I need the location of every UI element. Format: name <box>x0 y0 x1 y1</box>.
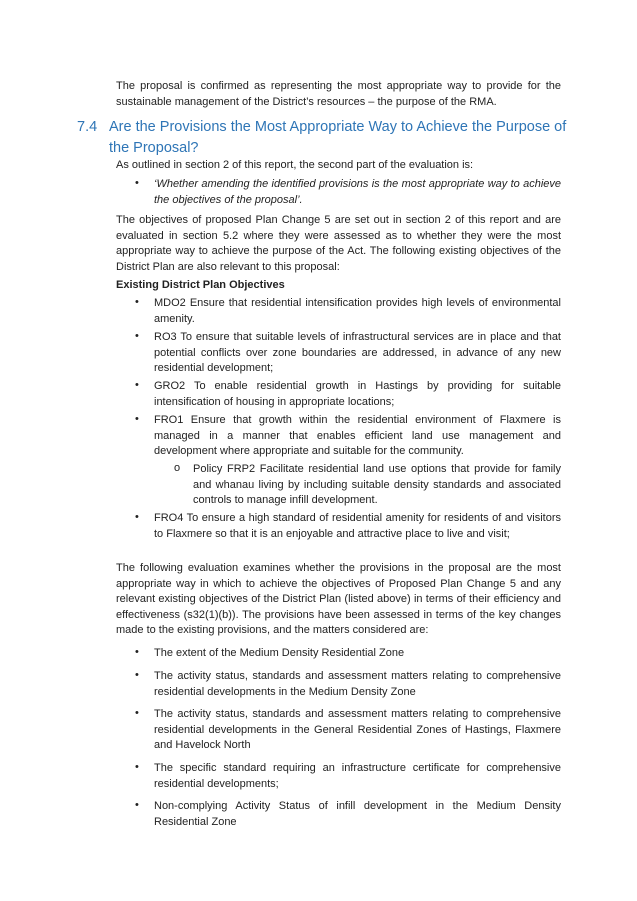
objective-item: FRO1 Ensure that growth within the residential environment of Flaxmere is managed in a manner that enables efficient land use management and development where appropriate and suitable for the community. <box>154 414 561 458</box>
bullet-icon: • <box>135 646 139 658</box>
policy-item: Policy FRP2 Facilitate residential land use options that provide for family and whanau living by including suitable density standards and associated controls to manage infill development. <box>193 463 561 507</box>
bullet-icon: • <box>135 330 139 342</box>
bullet-icon: • <box>135 296 139 308</box>
outlined-paragraph: As outlined in section 2 of this report, the second part of the evaluation is: <box>116 159 474 171</box>
section-heading: Are the Provisions the Most Appropriate Way to Achieve the Purpose of the Proposal? <box>109 119 567 156</box>
bullet-icon: • <box>135 413 139 425</box>
evaluation-paragraph: The following evaluation examines whether the provisions in the proposal are the most appropriate way in which to achieve the objectives of Proposed Plan Change 5 and any relevant existing objectives of the District Plan (listed above) in terms of their efficiency and effectiveness (s32(1)(b)). The provisions have been assessed in terms of the key changes made to the existing provisions, and the matters considered are: <box>116 562 561 637</box>
quote-bullet: ‘Whether amending the identified provisions is the most appropriate way to achieve the objectives of the proposal’. <box>154 178 561 206</box>
matter-item: The activity status, standards and assessment matters relating to comprehensive residential developments in the Medium Density Zone <box>154 670 561 698</box>
section-number: 7.4 <box>77 119 98 135</box>
matter-item: Non-complying Activity Status of infill development in the Medium Density Residential Zone <box>154 800 561 828</box>
bullet-icon: • <box>135 799 139 811</box>
objective-item: MDO2 Ensure that residential intensification provides high levels of environmental amenity. <box>154 297 561 325</box>
intro-paragraph: The proposal is confirmed as representing the most appropriate way to provide for the sustainable management of the District’s resources – the purpose of the RMA. <box>116 80 561 108</box>
matter-item: The activity status, standards and assessment matters relating to comprehensive residential developments in the General Residential Zones of Hastings, Flaxmere and Havelock North <box>154 708 561 752</box>
objective-item: RO3 To ensure that suitable levels of infrastructural services are in place and that potential conflicts over zone boundaries are addressed, in advance of any new residential development; <box>154 331 561 375</box>
bullet-icon: • <box>135 761 139 773</box>
bullet-icon: • <box>135 379 139 391</box>
existing-objectives-subheading: Existing District Plan Objectives <box>116 279 285 291</box>
circle-bullet-icon: o <box>174 462 181 474</box>
bullet-icon: • <box>135 669 139 681</box>
bullet-icon: • <box>135 511 139 523</box>
bullet-icon: • <box>135 177 139 189</box>
bullet-icon: • <box>135 707 139 719</box>
objective-item: GRO2 To enable residential growth in Hastings by providing for suitable intensification of housing in appropriate locations; <box>154 380 561 408</box>
matter-item: The specific standard requiring an infrastructure certificate for comprehensive residential developments; <box>154 762 561 790</box>
matter-item: The extent of the Medium Density Residential Zone <box>154 647 405 659</box>
objectives-paragraph: The objectives of proposed Plan Change 5 are set out in section 2 of this report and are evaluated in section 5.2 where they were assessed as to whether they were the most appropriate way to achieve the purpose of the Act. The following existing objectives of the District Plan are also relevant to this proposal: <box>116 214 561 273</box>
objective-item: FRO4 To ensure a high standard of residential amenity for residents of and visitors to Flaxmere so that it is an enjoyable and attractive place to live and visit; <box>154 512 561 540</box>
